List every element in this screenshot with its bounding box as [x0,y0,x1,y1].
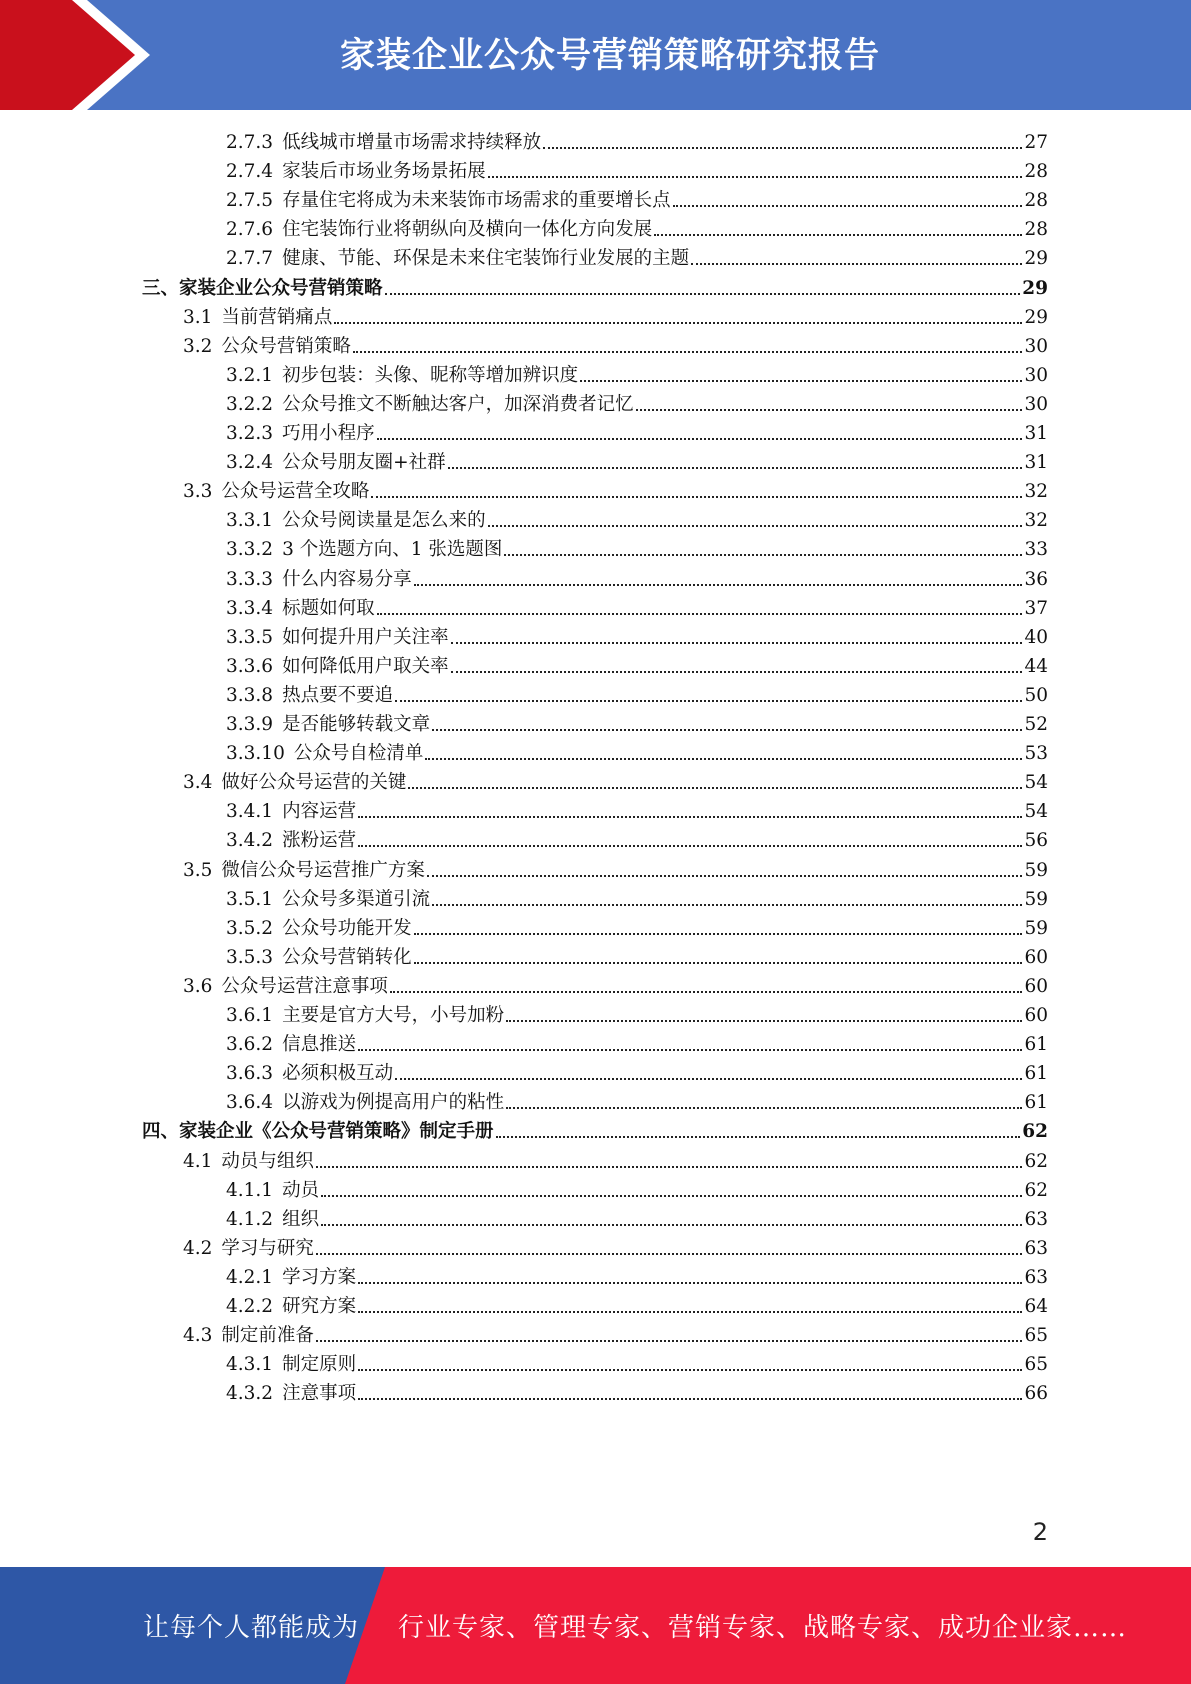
toc-entry-page: 50 [1024,684,1048,706]
toc-entry[interactable] [226,1175,1048,1206]
toc-entry[interactable] [142,1116,1048,1147]
footer-slogan-right: 行业专家、管理专家、营销专家、战略专家、成功企业家…… [398,1613,1128,1643]
toc-entry[interactable] [226,1349,1048,1380]
toc-entry-title: 健康、节能、环保是未来住宅装饰行业发展的主题 [282,248,690,270]
toc-entry-title: 公众号营销策略 [221,335,351,357]
toc-entry-title: 热点要不要追 [282,684,394,706]
toc-entry-number: 3.4.2 [226,830,274,852]
toc-entry-title: 动员与组织 [221,1150,314,1172]
toc-entry-page: 33 [1024,539,1048,561]
toc-entry[interactable] [183,767,1048,798]
toc-entry-page: 44 [1024,655,1048,677]
toc-entry-page: 59 [1024,859,1048,881]
toc-dot-leader [425,757,1022,760]
toc-entry-page: 66 [1024,1383,1048,1405]
toc-entry-title: 内容运营 [282,801,357,823]
toc-entry-title: 学习方案 [282,1266,357,1288]
toc-dot-leader [451,670,1023,673]
toc-entry-number: 3.3.1 [226,510,274,532]
toc-entry[interactable] [226,447,1048,478]
toc-entry-page: 37 [1024,597,1048,619]
toc-entry-title: 做好公众号运营的关键 [221,772,407,794]
toc-entry-page: 52 [1024,714,1048,735]
toc-dot-leader [358,1368,1022,1371]
toc-entry[interactable] [226,680,1048,711]
toc-entry-page: 59 [1024,888,1048,910]
toc-entry-title: 住宅装饰行业将朝纵向及横向一体化方向发展 [282,219,653,241]
toc-entry-number: 四、 [142,1121,180,1143]
toc-entry-page: 56 [1024,830,1048,852]
toc-dot-leader [448,466,1023,469]
toc-dot-leader [414,961,1023,964]
toc-entry-title: 公众号朋友圈+社群 [282,452,446,474]
toc-entry-page: 63 [1024,1237,1048,1259]
toc-entry-title: 微信公众号运营推广方案 [221,859,425,881]
toc-entry-title: 低线城市增量市场需求持续释放 [282,132,542,153]
toc-entry-page: 63 [1024,1208,1048,1230]
toc-entry-number: 4.1.2 [226,1208,274,1230]
toc-entry[interactable] [226,1000,1048,1031]
toc-dot-leader [371,495,1022,498]
toc-dot-leader [496,1135,1021,1138]
toc-entry-title: 公众号功能开发 [282,917,412,939]
toc-entry-number: 2.7.4 [226,161,274,183]
toc-dot-leader [408,786,1022,789]
toc-entry-title: 什么内容易分享 [282,568,412,590]
toc-dot-leader [506,1019,1022,1022]
toc-entry-title: 制定原则 [282,1354,357,1376]
toc-entry-title: 如何降低用户取关率 [282,655,449,677]
page-number: 2 [1032,1518,1048,1546]
footer-slogan-left: 让每个人都能成为 [143,1613,360,1643]
toc-entry-page: 63 [1024,1266,1048,1288]
toc-entry[interactable] [226,913,1048,944]
toc-entry[interactable] [183,302,1048,333]
toc-dot-leader [432,728,1022,731]
toc-entry-number: 4.2.2 [226,1296,274,1317]
toc-entry-title: 组织 [282,1208,320,1230]
toc-dot-leader [654,233,1022,236]
toc-entry[interactable] [226,1262,1048,1293]
toc-entry-number: 3.2.1 [226,364,274,386]
toc-entry[interactable] [226,1029,1048,1060]
toc-entry-number: 3.3 [183,481,213,503]
toc-entry-number: 3.6.1 [226,1005,274,1026]
toc-entry-number: 4.1.1 [226,1179,274,1201]
toc-dot-leader [488,175,1023,178]
toc-entry[interactable] [226,185,1048,216]
toc-entry-page: 53 [1024,743,1048,765]
toc-entry-page: 29 [1022,277,1048,299]
header-chevron-arrow [0,0,140,110]
toc-entry-title: 必须积极互动 [282,1063,394,1085]
toc-entry-number: 3.4 [183,772,213,794]
toc-entry-title: 公众号自检清单 [293,743,424,765]
toc-entry-number: 3.5.2 [226,917,274,939]
toc-dot-leader [334,321,1022,324]
toc-entry-page: 61 [1024,1063,1048,1085]
toc-dot-leader [358,1310,1022,1313]
toc-entry[interactable] [226,505,1048,536]
toc-entry[interactable] [226,1204,1048,1235]
toc-entry-page: 27 [1024,132,1048,153]
toc-entry-title: 存量住宅将成为未来装饰市场需求的重要增长点 [282,190,671,212]
toc-entry-page: 31 [1024,423,1048,444]
toc-dot-leader [414,932,1023,935]
toc-entry-number: 3.2.3 [226,423,274,444]
toc-dot-leader [691,262,1022,265]
toc-entry-page: 64 [1024,1296,1048,1317]
toc-entry-number: 2.7.6 [226,219,274,241]
toc-entry[interactable] [183,1320,1048,1351]
toc-dot-leader [358,844,1022,847]
toc-entry-number: 3.2.4 [226,452,274,474]
toc-entry-page: 61 [1024,1034,1048,1056]
toc-entry[interactable] [226,534,1048,565]
toc-entry[interactable] [226,418,1048,449]
toc-entry-title: 注意事项 [282,1383,357,1405]
toc-entry-title: 主要是官方大号，小号加粉 [282,1005,505,1026]
document-title: 家装企业公众号营销策略研究报告 [339,36,880,76]
toc-entry-number: 3.3.3 [226,568,274,590]
toc-entry-number: 3.6.4 [226,1092,274,1114]
toc-entry-title: 巧用小程序 [282,423,375,444]
toc-entry-number: 3.3.2 [226,539,274,561]
toc-dot-leader [358,1281,1022,1284]
toc-entry-number: 4.3.2 [226,1383,274,1405]
toc-entry[interactable] [142,273,1048,304]
toc-entry-number: 3.5 [183,859,213,881]
toc-entry-number: 3.6 [183,975,213,997]
toc-entry-number: 3.5.1 [226,888,274,910]
toc-dot-leader [385,292,1021,295]
toc-entry-title: 是否能够转载文章 [282,714,431,735]
toc-entry-title: 公众号运营全攻略 [221,481,370,503]
toc-entry-number: 2.7.3 [226,132,274,153]
toc-entry-page: 59 [1024,917,1048,939]
toc-dot-leader [543,146,1022,149]
toc-dot-leader [316,1339,1023,1342]
toc-entry-page: 36 [1024,568,1048,590]
toc-entry-page: 54 [1024,801,1048,823]
toc-entry-number: 4.3.1 [226,1354,274,1376]
toc-entry-number: 3.6.3 [226,1063,274,1085]
toc-entry-title: 公众号营销转化 [282,946,412,968]
toc-entry[interactable] [226,564,1048,595]
toc-entry-page: 60 [1024,975,1048,997]
toc-entry-number: 3.3.8 [226,684,274,706]
toc-entry-number: 3.3.6 [226,655,274,677]
toc-dot-leader [358,1397,1022,1400]
toc-entry-page: 61 [1024,1092,1048,1114]
toc-entry-number: 3.3.9 [226,714,274,735]
toc-entry-number: 4.2 [183,1237,213,1259]
toc-dot-leader [316,1252,1023,1255]
toc-entry-number: 三、 [142,277,180,299]
toc-dot-leader [316,1165,1023,1168]
toc-entry-number: 2.7.5 [226,190,274,212]
toc-dot-leader [321,1194,1022,1197]
toc-entry-title: 当前营销痛点 [221,306,333,328]
toc-entry-number: 4.2.1 [226,1266,274,1288]
toc-entry[interactable] [226,1378,1048,1409]
toc-dot-leader [673,204,1023,207]
toc-dot-leader [358,815,1022,818]
toc-dot-leader [580,379,1022,382]
toc-entry[interactable] [226,1058,1048,1089]
toc-dot-leader [390,990,1023,993]
toc-entry-title: 学习与研究 [221,1237,314,1259]
toc-entry-number: 3.3.10 [226,743,285,765]
toc-entry-number: 3.2.2 [226,393,274,415]
toc-entry[interactable] [183,1146,1048,1177]
toc-entry-page: 28 [1024,219,1048,241]
toc-entry-title: 初步包装：头像、昵称等增加辨识度 [282,364,579,386]
toc-entry-number: 3.5.3 [226,946,274,968]
toc-entry[interactable] [226,942,1048,973]
toc-entry-number: 3.2 [183,335,213,357]
toc-entry-page: 29 [1024,248,1048,270]
toc-entry-title: 3 个选题方向、1 张选题图 [282,539,503,561]
toc-entry-page: 31 [1024,452,1048,474]
toc-dot-leader [321,1223,1022,1226]
toc-entry-page: 65 [1024,1325,1048,1347]
toc-entry[interactable] [183,331,1048,362]
toc-dot-leader [451,641,1023,644]
toc-entry-number: 4.1 [183,1150,213,1172]
toc-entry[interactable] [226,884,1048,915]
toc-entry[interactable] [183,476,1048,507]
toc-dot-leader [395,699,1022,702]
toc-entry-title: 研究方案 [282,1296,357,1317]
toc-entry-title: 家装企业公众号营销策略 [179,277,383,299]
toc-entry-number: 3.3.4 [226,597,274,619]
toc-entry[interactable] [183,1233,1048,1264]
page-header [0,0,1191,110]
toc-entry-title: 制定前准备 [221,1325,314,1347]
toc-entry[interactable] [226,738,1048,769]
toc-dot-leader [377,612,1023,615]
toc-entry-page: 40 [1024,626,1048,648]
toc-dot-leader [636,408,1023,411]
toc-dot-leader [377,437,1023,440]
toc-entry-page: 65 [1024,1354,1048,1376]
toc-entry-page: 60 [1024,946,1048,968]
toc-entry-title: 信息推送 [282,1034,357,1056]
toc-entry-title: 公众号运营注意事项 [221,975,388,997]
toc-dot-leader [488,524,1023,527]
toc-entry-number: 3.3.5 [226,626,274,648]
toc-dot-leader [432,903,1022,906]
page-footer [0,1567,1191,1684]
toc-entry-title: 公众号多渠道引流 [282,888,431,910]
toc-entry-title: 家装企业《公众号营销策略》制定手册 [179,1121,494,1143]
toc-entry-title: 公众号阅读量是怎么来的 [282,510,486,532]
toc-entry-number: 2.7.7 [226,248,274,270]
toc-entry[interactable] [226,243,1048,274]
toc-entry-page: 32 [1024,481,1048,503]
toc-entry-title: 标题如何取 [282,597,375,619]
toc-entry-page: 30 [1024,335,1048,357]
toc-entry-page: 30 [1024,393,1048,415]
toc-entry[interactable] [226,825,1048,856]
toc-entry-page: 54 [1024,772,1048,794]
toc-entry[interactable] [226,796,1048,827]
toc-entry-page: 28 [1024,190,1048,212]
toc-entry[interactable] [226,127,1048,158]
toc-dot-leader [427,874,1023,877]
toc-entry-page: 62 [1024,1150,1048,1172]
toc-entry-title: 涨粉运营 [282,830,357,852]
toc-entry-title: 以游戏为例提高用户的粘性 [282,1092,505,1114]
toc-entry-page: 62 [1024,1179,1048,1201]
toc-entry-page: 30 [1024,364,1048,386]
toc-entry-page: 60 [1024,1005,1048,1026]
toc-dot-leader [504,553,1022,556]
toc-dot-leader [358,1048,1022,1051]
toc-entry[interactable] [226,593,1048,624]
toc-entry[interactable] [226,156,1048,187]
toc-entry[interactable] [226,651,1048,682]
toc-entry-number: 3.6.2 [226,1034,274,1056]
toc-entry-number: 4.3 [183,1325,213,1347]
toc-entry[interactable] [226,360,1048,391]
toc-entry[interactable] [226,709,1048,740]
toc-dot-leader [414,583,1023,586]
toc-entry-page: 29 [1024,306,1048,328]
toc-dot-leader [506,1106,1022,1109]
toc-entry[interactable] [226,214,1048,245]
toc-entry-page: 28 [1024,161,1048,183]
toc-entry[interactable] [183,855,1048,886]
toc-entry-title: 家装后市场业务场景拓展 [282,161,486,183]
toc-entry-title: 公众号推文不断触达客户，加深消费者记忆 [282,393,634,415]
toc-entry[interactable] [226,1087,1048,1118]
toc-entry-number: 3.1 [183,306,213,328]
toc-entry[interactable] [183,971,1048,1002]
toc-entry-title: 如何提升用户关注率 [282,626,449,648]
toc-entry[interactable] [226,389,1048,420]
toc-entry-number: 3.4.1 [226,801,274,823]
toc-dot-leader [395,1077,1022,1080]
toc-entry-title: 动员 [282,1179,320,1201]
toc-entry[interactable] [226,622,1048,653]
toc-dot-leader [353,350,1023,353]
toc-entry[interactable] [226,1291,1048,1322]
toc-entry-page: 32 [1024,510,1048,532]
toc-entry-page: 62 [1022,1121,1048,1143]
